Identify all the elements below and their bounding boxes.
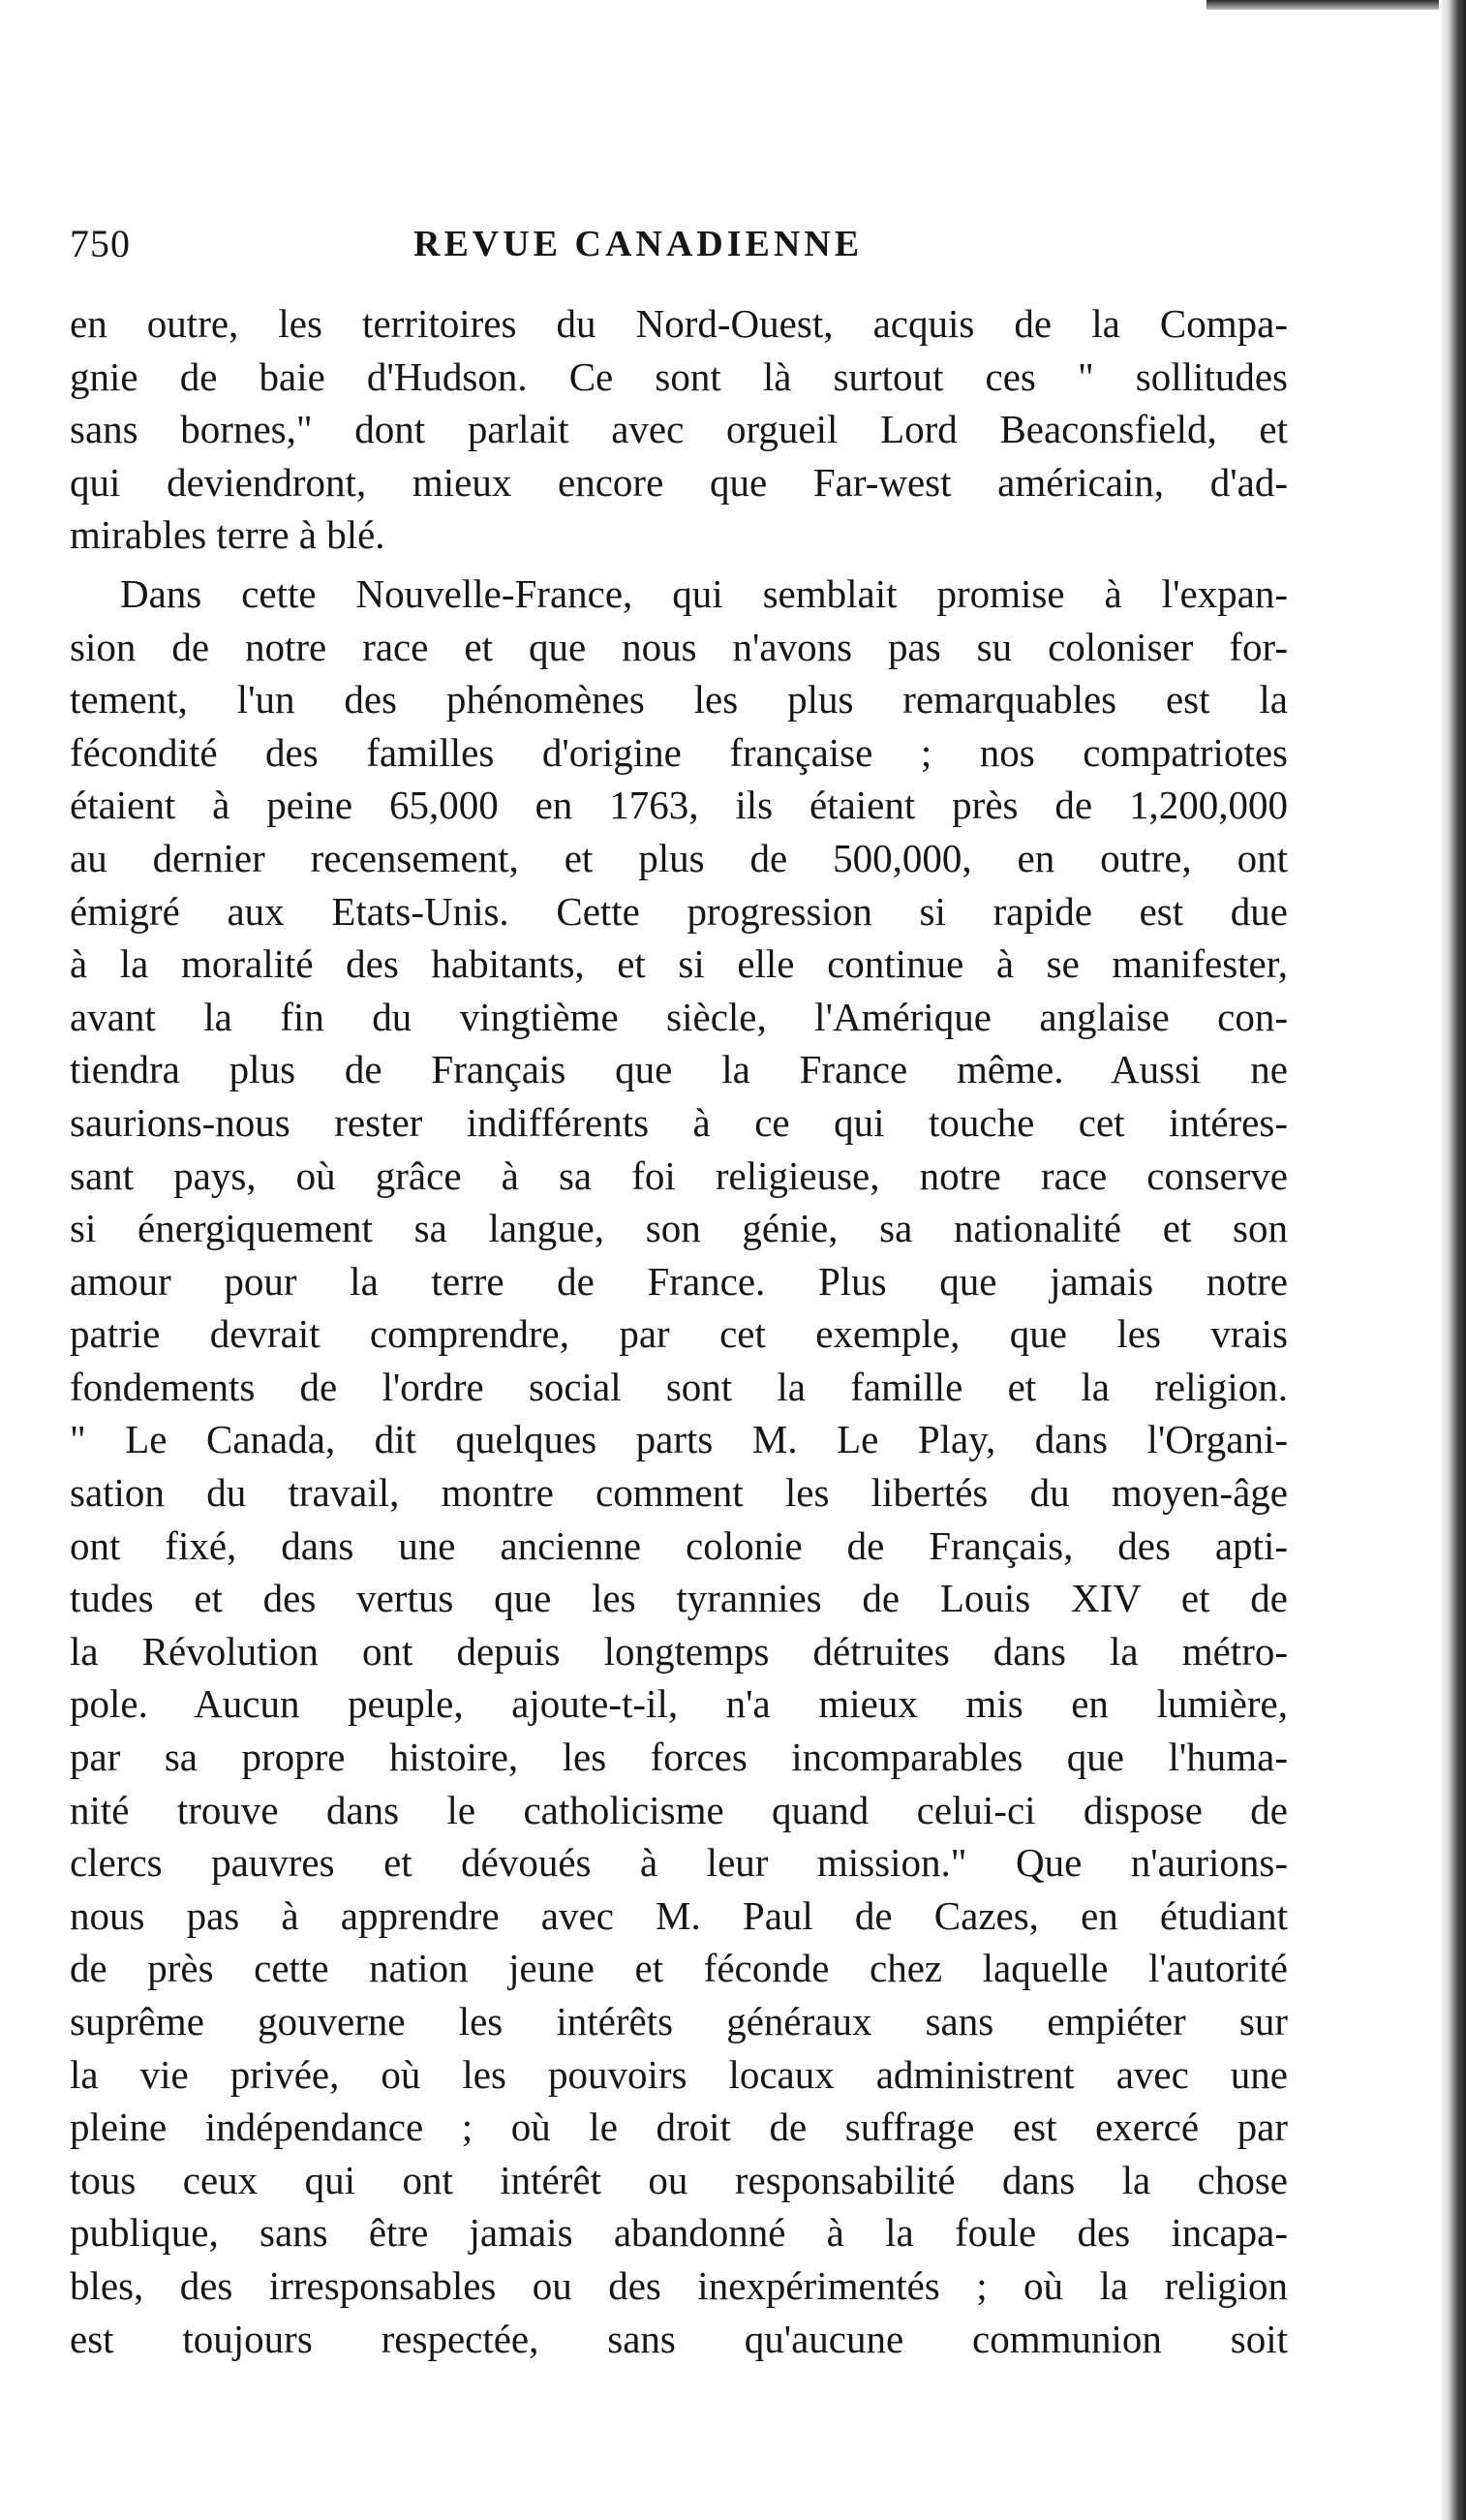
text-line: " Le Canada, dit quelques parts M. Le Play, dans l'Organi- (70, 1417, 1288, 1462)
body-text (70, 297, 1288, 2365)
text-line: pole. Aucun peuple, ajoute-t-il, n'a mieux mis en lumière, (70, 1681, 1288, 1727)
text-line: avant la fin du vingtième siècle, l'Amérique anglaise con- (70, 994, 1288, 1039)
text-line: ont fixé, dans une ancienne colonie de Français, des apti- (70, 1522, 1288, 1568)
text-line: au dernier recensement, et plus de 500,000, en outre, ont (70, 835, 1288, 880)
text-line: est toujours respectée, sans qu'aucune communion soit (70, 2316, 1288, 2361)
text-line: tudes et des vertus que les tyrannies de Louis XIV et de (70, 1576, 1288, 1621)
text-line: nous pas à apprendre avec M. Paul de Cazes, en étudiant (70, 1892, 1288, 1938)
scan-shadow-top (1206, 0, 1439, 10)
text-line: gnie de baie d'Hudson. Ce sont là surtout ces " sollitudes (70, 353, 1288, 399)
text-line: si énergiquement sa langue, son génie, sa nationalité et son (70, 1206, 1288, 1251)
text-line: suprême gouverne les intérêts généraux sans empiéter sur (70, 1999, 1288, 2044)
text-line: pleine indépendance ; où le droit de suffrage est exercé par (70, 2105, 1288, 2150)
text-line: émigré aux Etats-Unis. Cette progression si rapide est due (70, 888, 1288, 934)
text-line: sion de notre race et que nous n'avons pas su coloniser for- (70, 624, 1288, 669)
text-line: Dans cette Nouvelle-France, qui semblait promise à l'expan- (120, 570, 1288, 616)
text-line: qui deviendront, mieux encore que Far-west américain, d'ad- (70, 459, 1288, 505)
text-line: en outre, les territoires du Nord-Ouest, acquis de la Compa- (70, 301, 1288, 346)
text-line: fécondité des familles d'origine française ; nos compatriotes (70, 729, 1288, 775)
text-line: de près cette nation jeune et féconde chez laquelle l'autorité (70, 1946, 1288, 1991)
text-line: tous ceux qui ont intérêt ou responsabilité dans la chose (70, 2157, 1288, 2202)
text-line: à la moralité des habitants, et si elle continue à se manifester, (70, 941, 1288, 987)
text-line: tiendra plus de Français que la France même. Aussi ne (70, 1047, 1288, 1092)
paragraph-1 (70, 297, 1288, 562)
page-header (70, 221, 941, 279)
text-line: patrie devrait comprendre, par cet exemple, que les vrais (70, 1311, 1288, 1357)
text-line: sans bornes," dont parlait avec orgueil Lord Beaconsfield, et (70, 407, 1288, 452)
text-line: amour pour la terre de France. Plus que jamais notre (70, 1258, 1288, 1304)
text-line: la Révolution ont depuis longtemps détruites dans la métro- (70, 1628, 1288, 1674)
page-number: 750 (70, 222, 131, 265)
text-line: bles, des irresponsables ou des inexpérimentés ; où la religion (70, 2262, 1288, 2308)
running-title: REVUE CANADIENNE (413, 224, 864, 264)
text-line: mirables terre à blé. (70, 512, 385, 558)
text-line: étaient à peine 65,000 en 1763, ils étaient près de 1,200,000 (70, 783, 1288, 828)
text-line: fondements de l'ordre social sont la famille et la religion. (70, 1364, 1288, 1409)
text-line: nité trouve dans le catholicisme quand celui-ci dispose de (70, 1787, 1288, 1832)
paragraph-2 (70, 568, 1288, 2365)
text-line: clercs pauvres et dévoués à leur mission." Que n'aurions- (70, 1840, 1288, 1886)
text-line: la vie privée, où les pouvoirs locaux administrent avec une (70, 2051, 1288, 2097)
text-line: saurions-nous rester indifférents à ce qui touche cet intéres- (70, 1099, 1288, 1145)
text-line: sation du travail, montre comment les libertés du moyen-âge (70, 1470, 1288, 1516)
text-line: sant pays, où grâce à sa foi religieuse, notre race conserve (70, 1152, 1288, 1198)
text-line: tement, l'un des phénomènes les plus remarquables est la (70, 677, 1288, 722)
text-line: par sa propre histoire, les forces incomparables que l'huma- (70, 1735, 1288, 1780)
scan-shadow-edge (1439, 0, 1466, 2520)
text-line: publique, sans être jamais abandonné à la foule des incapa- (70, 2210, 1288, 2256)
